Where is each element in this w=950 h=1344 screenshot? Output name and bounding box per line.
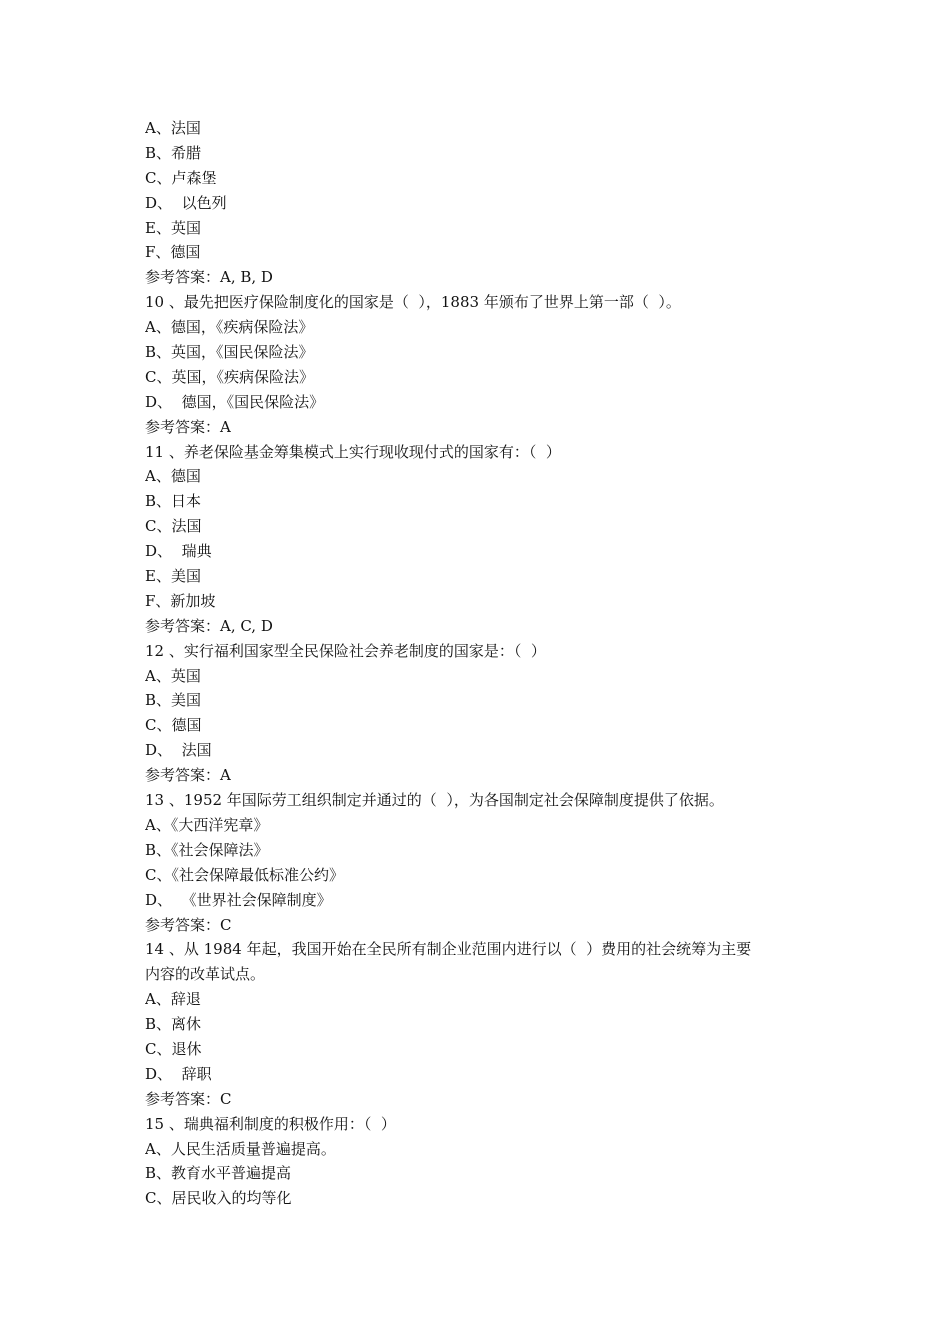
option-line: C、德国 <box>145 716 202 735</box>
option-line: C、居民收入的均等化 <box>145 1189 292 1208</box>
answer-line: 参考答案：A <box>145 766 231 785</box>
option-line: E、美国 <box>145 567 201 586</box>
option-line: B、教育水平普遍提高 <box>145 1164 292 1183</box>
question-line: 13 、1952 年国际劳工组织制定并通过的（ ），为各国制定社会保障制度提供了依据。 <box>145 791 724 810</box>
option-line: A、英国 <box>145 666 201 685</box>
option-line: D、 辞职 <box>145 1064 212 1083</box>
question-line: 12 、实行福利国家型全民保险社会养老制度的国家是：（ ） <box>145 641 546 660</box>
document-page <box>145 116 825 1211</box>
option-line: A、德国，《疾病保险法》 <box>145 318 314 337</box>
answer-line: 参考答案：A, C, D <box>145 616 273 635</box>
question-line: 11 、养老保险基金筹集模式上实行现收现付式的国家有：（ ） <box>145 442 561 461</box>
option-line: D、 《世界社会保障制度》 <box>145 890 332 909</box>
option-line: F、德国 <box>145 243 201 262</box>
option-line: C、英国，《疾病保险法》 <box>145 367 314 386</box>
option-line: C、《社会保障最低标准公约》 <box>145 865 344 884</box>
option-line: A、法国 <box>145 119 201 137</box>
option-line: A、《大西洋宪章》 <box>145 815 269 834</box>
option-line: C、退休 <box>145 1039 202 1058</box>
option-line: B、希腊 <box>145 143 202 162</box>
answer-line: 参考答案：A <box>145 417 231 436</box>
option-line: B、《社会保障法》 <box>145 840 269 859</box>
option-line: B、离休 <box>145 1015 202 1034</box>
option-line: D、 瑞典 <box>145 542 212 561</box>
option-line: E、英国 <box>145 218 201 237</box>
option-line: A、辞退 <box>145 990 201 1009</box>
option-line: F、新加坡 <box>145 591 216 610</box>
option-line: B、美国 <box>145 691 202 710</box>
option-line: C、卢森堡 <box>145 168 217 187</box>
question-line: 15 、瑞典福利制度的积极作用：（ ） <box>145 1114 396 1133</box>
question-line: 10 、最先把医疗保险制度化的国家是（ ），1883 年颁布了世界上第一部（ ）。 <box>145 293 681 312</box>
option-line: D、 法国 <box>145 741 212 760</box>
answer-line: 参考答案：A, B, D <box>145 268 273 287</box>
answer-line: 参考答案：C <box>145 915 232 934</box>
option-line: A、德国 <box>145 467 201 486</box>
question-line: 14 、从 1984 年起，我国开始在全民所有制企业范围内进行以（ ）费用的社会统筹为主要 <box>145 940 752 959</box>
option-line: B、日本 <box>145 492 202 511</box>
answer-line: 参考答案：C <box>145 1089 232 1108</box>
option-line: C、法国 <box>145 517 202 536</box>
option-line: B、英国，《国民保险法》 <box>145 343 314 362</box>
option-line: D、 以色列 <box>145 193 227 212</box>
option-line: D、 德国，《国民保险法》 <box>145 392 325 411</box>
question-line-continued: 内容的改革试点。 <box>145 965 266 984</box>
option-line: A、人民生活质量普遍提高。 <box>145 1139 336 1158</box>
